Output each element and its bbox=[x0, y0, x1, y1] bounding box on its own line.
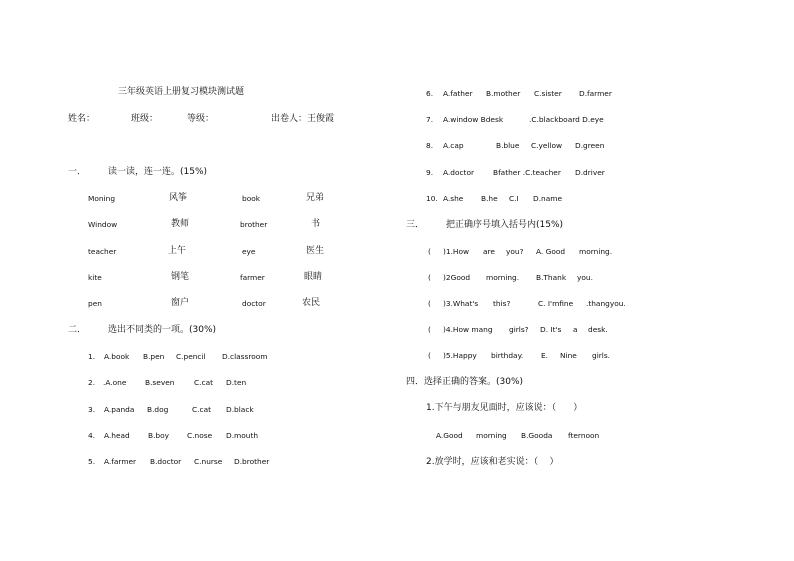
option: A.Good bbox=[436, 431, 463, 440]
item-number: 3. bbox=[88, 405, 96, 414]
match-word: 眼睛 bbox=[304, 272, 323, 282]
item-number: 4. bbox=[88, 431, 96, 440]
fill-word: a bbox=[573, 325, 578, 334]
option: C.nose bbox=[187, 431, 213, 440]
item-number: 8. bbox=[426, 141, 434, 150]
answer-bracket-open: ( bbox=[428, 273, 431, 282]
fill-prompt: )1.How bbox=[443, 247, 470, 256]
option: C.pencil bbox=[176, 352, 206, 361]
page-title: 三年级英语上册复习模块测试题 bbox=[118, 87, 245, 97]
option: A.she bbox=[443, 194, 464, 203]
fill-word: B.Thank bbox=[536, 273, 567, 282]
class-label: 班级： bbox=[131, 114, 159, 124]
option: D.ten bbox=[226, 378, 247, 387]
fill-word: birthday. bbox=[491, 351, 524, 360]
section-3-number: 三． bbox=[406, 220, 425, 230]
fill-word: morning. bbox=[486, 273, 520, 282]
item-number: 7. bbox=[426, 115, 434, 124]
name-label: 姓名： bbox=[68, 114, 96, 124]
fill-word: you? bbox=[506, 247, 524, 256]
option: A.doctor bbox=[443, 168, 475, 177]
option: C.cat bbox=[194, 378, 213, 387]
option: A.panda bbox=[104, 405, 135, 414]
fill-word: desk. bbox=[588, 325, 608, 334]
match-word: eye bbox=[242, 247, 256, 256]
option: A.window Bdesk bbox=[443, 115, 504, 124]
match-word: kite bbox=[88, 273, 102, 282]
match-word: book bbox=[242, 194, 261, 203]
match-word: pen bbox=[88, 299, 102, 308]
fill-prompt: )5.Happy bbox=[443, 351, 477, 360]
answer-bracket-open: ( bbox=[428, 325, 431, 334]
item-number: 9. bbox=[426, 168, 434, 177]
option: .A.one bbox=[103, 378, 127, 387]
option: D.black bbox=[226, 405, 254, 414]
question-1: 1.下午与朋友见面时，应该说：（ ） bbox=[426, 403, 583, 413]
section-4-title: 四．选择正确的答案。(30%) bbox=[406, 377, 524, 387]
match-word: 农民 bbox=[302, 298, 321, 308]
section-1-title: 读一读，连一连。(15%) bbox=[108, 167, 208, 177]
fill-word: are bbox=[483, 247, 495, 256]
fill-word: E. bbox=[541, 351, 549, 360]
match-word: 书 bbox=[311, 219, 321, 229]
option: D.brother bbox=[234, 457, 270, 466]
match-word: Moning bbox=[88, 194, 116, 203]
fill-word: you. bbox=[577, 273, 593, 282]
match-word: Window bbox=[88, 220, 118, 229]
fill-word: this? bbox=[493, 299, 511, 308]
option: D.farmer bbox=[579, 89, 612, 98]
option: D.mouth bbox=[226, 431, 259, 440]
fill-word: C. I'mfine bbox=[538, 299, 574, 308]
option: B.Gooda bbox=[521, 431, 553, 440]
match-word: doctor bbox=[242, 299, 266, 308]
match-word: 教师 bbox=[171, 219, 190, 229]
option: A.cap bbox=[443, 141, 464, 150]
option: A.head bbox=[104, 431, 130, 440]
option: A.father bbox=[443, 89, 473, 98]
option: fternoon bbox=[568, 431, 600, 440]
option: B.doctor bbox=[150, 457, 182, 466]
option: D.green bbox=[575, 141, 605, 150]
option: Bfather .C.teacher bbox=[493, 168, 561, 177]
section-1-number: 一． bbox=[68, 167, 87, 177]
fill-word: girls? bbox=[509, 325, 529, 334]
option: C.cat bbox=[192, 405, 211, 414]
option: C.I bbox=[509, 194, 519, 203]
option: B.blue bbox=[496, 141, 520, 150]
option: C.yellow bbox=[531, 141, 563, 150]
option: D.classroom bbox=[222, 352, 268, 361]
answer-bracket-open: ( bbox=[428, 351, 431, 360]
fill-word: A. Good bbox=[536, 247, 566, 256]
match-word: 医生 bbox=[306, 246, 325, 256]
match-word: farmer bbox=[240, 273, 265, 282]
match-word: 兄弟 bbox=[306, 193, 325, 203]
option: D.driver bbox=[575, 168, 605, 177]
fill-prompt: )2Good bbox=[443, 273, 471, 282]
option: .C.blackboard D.eye bbox=[529, 115, 604, 124]
option: B.he bbox=[481, 194, 498, 203]
item-number: 2. bbox=[88, 378, 96, 387]
match-word: brother bbox=[240, 220, 268, 229]
section-2-number: 二． bbox=[68, 325, 87, 335]
item-number: 5. bbox=[88, 457, 96, 466]
match-word: 钢笔 bbox=[171, 272, 190, 282]
option: B.pen bbox=[143, 352, 165, 361]
answer-bracket-open: ( bbox=[428, 299, 431, 308]
option: C.nurse bbox=[194, 457, 223, 466]
section-3-title: 把正确序号填入括号内(15%) bbox=[446, 220, 564, 230]
match-word: 风筝 bbox=[169, 193, 188, 203]
fill-word: Nine bbox=[560, 351, 577, 360]
fill-word: morning. bbox=[579, 247, 613, 256]
fill-prompt: )3.What's bbox=[443, 299, 479, 308]
match-word: 窗户 bbox=[171, 298, 190, 308]
option: A.farmer bbox=[104, 457, 137, 466]
fill-word: D. It's bbox=[540, 325, 562, 334]
option: B.dog bbox=[147, 405, 169, 414]
option: morning bbox=[476, 431, 507, 440]
item-number: 1. bbox=[88, 352, 96, 361]
answer-bracket-open: ( bbox=[428, 247, 431, 256]
fill-word: girls. bbox=[592, 351, 611, 360]
item-number: 6. bbox=[426, 89, 434, 98]
question-2: 2.放学时，应该和老实说：（ ） bbox=[426, 457, 559, 467]
grade-label: 等级： bbox=[187, 114, 215, 124]
option: D.name bbox=[533, 194, 562, 203]
option: C.sister bbox=[534, 89, 562, 98]
option: B.seven bbox=[145, 378, 175, 387]
match-word: teacher bbox=[88, 247, 117, 256]
fill-word: .thangyou. bbox=[586, 299, 626, 308]
option: B.mother bbox=[486, 89, 521, 98]
fill-prompt: )4.How mang bbox=[443, 325, 493, 334]
option: B.boy bbox=[148, 431, 170, 440]
section-2-title: 选出不同类的一项。(30%) bbox=[108, 325, 217, 335]
author-label: 出卷人：王俊霞 bbox=[271, 114, 335, 124]
option: A.book bbox=[104, 352, 130, 361]
item-number: 10. bbox=[426, 194, 438, 203]
match-word: 上午 bbox=[168, 246, 187, 256]
